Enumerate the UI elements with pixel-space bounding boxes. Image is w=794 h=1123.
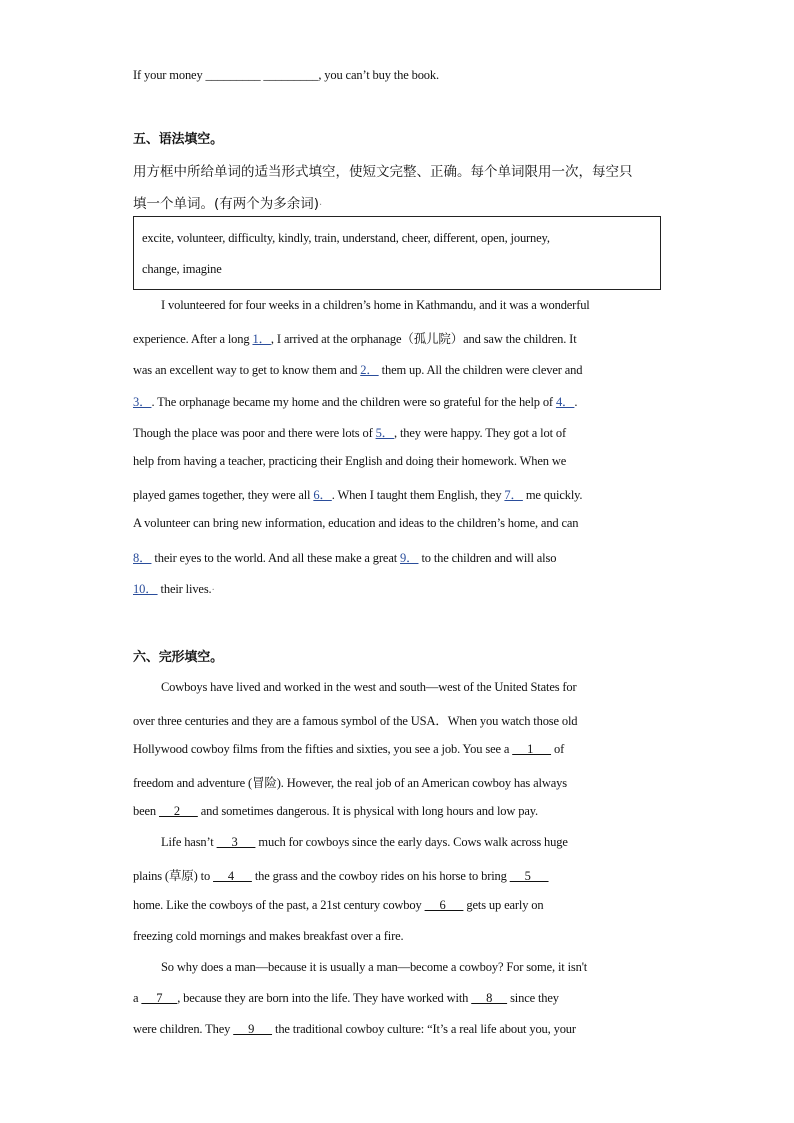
text-segment: Hollywood cowboy films from the fifties and sixties, you see a job. You see a — [133, 742, 513, 756]
text-line — [133, 991, 559, 1006]
text-segment: help from having a teacher, practicing their English and doing their homework. When we — [133, 454, 567, 468]
text-segment: of — [551, 742, 565, 756]
text-segment: to the children and will also — [418, 551, 557, 565]
word-bank-line-2: change, imagine — [142, 262, 222, 276]
text-segment: 草原 — [168, 868, 194, 883]
text-line — [133, 454, 566, 469]
answer-blank: 6． — [313, 488, 332, 502]
word-bank-line-1: excite, volunteer, difficulty, kindly, train, understand, cheer, different, open, journey, — [142, 231, 550, 245]
text-segment: the grass and the cowboy rides on his horse to bring — [251, 869, 510, 883]
answer-blank: 1． — [252, 332, 271, 346]
text-line — [133, 866, 549, 884]
text-segment: been — [133, 804, 159, 818]
text-line — [133, 485, 582, 503]
text-segment: much for cowboys since the early days. Cows walk across huge — [255, 835, 568, 849]
text-segment: 六、完形填空。 — [133, 650, 223, 665]
text-segment: home. Like the cowboys of the past, a 21st century cowboy — [133, 898, 425, 912]
answer-blank: 10． — [133, 582, 158, 596]
text-line — [133, 160, 633, 180]
text-segment: , you can’t buy the book. — [318, 68, 439, 82]
text-segment: ) to — [193, 869, 214, 883]
text-segment: played games together, they were all — [133, 488, 314, 502]
paragraph-mark: · — [319, 200, 323, 211]
text-line — [133, 579, 215, 597]
cloze-blank: 2 — [158, 804, 198, 818]
text-line — [133, 548, 556, 566]
text-segment: were children. They — [133, 1022, 234, 1036]
text-line — [133, 516, 578, 531]
text-segment: experience. After a long — [133, 332, 253, 346]
text-segment: . The orphanage became my home and the children were so grateful for the help of — [151, 395, 556, 409]
text-line — [133, 898, 543, 913]
text-segment: 孤儿院 — [413, 331, 451, 346]
text-segment: , they were happy. They got a lot of — [394, 426, 567, 440]
text-segment: their lives. — [157, 582, 212, 596]
text-segment: them up. All the children were clever and — [378, 363, 583, 377]
text-segment: 冒险 — [252, 775, 277, 790]
cloze-blank: 7 — [141, 991, 178, 1005]
text-segment: . When I taught them English, they — [331, 488, 505, 502]
text-line — [161, 960, 587, 975]
cloze-blank: 4 — [213, 869, 252, 883]
text-line — [161, 835, 568, 850]
answer-blank: 2． — [360, 363, 379, 377]
text-segment: freedom and adventure ( — [133, 776, 253, 790]
text-segment: freezing cold mornings and makes breakfast over a fire. — [133, 929, 404, 943]
answer-blank: 4． — [555, 395, 575, 409]
text-line — [133, 742, 564, 757]
text-segment: plains ( — [133, 869, 169, 883]
text-line — [133, 423, 566, 441]
text-line — [161, 680, 577, 695]
text-line — [133, 68, 439, 83]
text-segment: So why does a man—because it is usually a man—become a cowboy? For some, it isn't — [161, 960, 588, 974]
text-line — [133, 329, 577, 347]
cloze-blank: 8 — [471, 991, 508, 1005]
text-segment: , because they are born into the life. They have worked with — [177, 991, 472, 1005]
text-line — [133, 392, 577, 410]
text-line — [133, 773, 567, 791]
text-segment: 五、语法填空。 — [133, 132, 223, 147]
section-heading — [133, 646, 223, 665]
text-segment: 填一个单词。(有两个为多余词) — [133, 196, 320, 212]
text-segment: and sometimes dangerous. It is physical with long hours and low pay. — [197, 804, 538, 818]
text-line — [133, 360, 582, 378]
text-segment: _________ _________ — [205, 68, 319, 82]
text-segment: since they — [507, 991, 559, 1005]
answer-blank: 8． — [133, 551, 152, 565]
text-segment: their eyes to the world. And all these make a great — [151, 551, 401, 565]
text-line — [161, 298, 590, 313]
text-segment: , I arrived at the orphanage（ — [270, 332, 414, 346]
answer-blank: 9． — [400, 551, 419, 565]
answer-blank: 5． — [375, 426, 395, 440]
text-segment: If your money — [133, 68, 206, 82]
text-line — [133, 804, 538, 819]
text-segment: over three centuries and they are a famous symbol of the USA．When you watch those old — [133, 714, 578, 728]
paragraph-mark: · — [211, 585, 215, 596]
text-segment: I volunteered for four weeks in a children’s home in Kathmandu, and it was a wonderful — [161, 298, 590, 312]
text-segment: . — [574, 395, 578, 409]
cloze-blank: 3 — [216, 835, 256, 849]
text-segment: gets up early on — [463, 898, 544, 912]
section-heading — [133, 128, 223, 147]
text-segment: Life hasn’t — [161, 835, 217, 849]
text-segment: Cowboys have lived and worked in the west and south—west of the United States for — [161, 680, 577, 694]
cloze-blank: 1 — [512, 742, 552, 756]
text-line — [133, 192, 322, 212]
cloze-blank: 6 — [424, 898, 464, 912]
text-line — [133, 711, 577, 729]
text-line — [133, 1022, 576, 1037]
text-segment: A volunteer can bring new information, education and ideas to the children’s home, and can — [133, 516, 579, 530]
word-bank-box — [133, 216, 661, 290]
text-line — [133, 929, 403, 944]
text-segment: the traditional cowboy culture: “It’s a real life about you, your — [272, 1022, 576, 1036]
text-segment: ）and saw the children. It — [450, 332, 577, 346]
cloze-blank: 5 — [509, 869, 549, 883]
answer-blank: 7． — [504, 488, 523, 502]
text-segment: Though the place was poor and there were lots of — [133, 426, 376, 440]
text-segment: me quickly. — [522, 488, 583, 502]
text-segment: was an excellent way to get to know them and — [133, 363, 361, 377]
text-segment: 用方框中所给单词的适当形式填空，使短文完整、正确。每个单词限用一次，每空只 — [133, 164, 633, 180]
answer-blank: 3． — [133, 395, 152, 409]
text-segment: a — [133, 991, 142, 1005]
cloze-blank: 9 — [233, 1022, 273, 1036]
text-segment: ). However, the real job of an American cowboy has always — [276, 776, 567, 790]
